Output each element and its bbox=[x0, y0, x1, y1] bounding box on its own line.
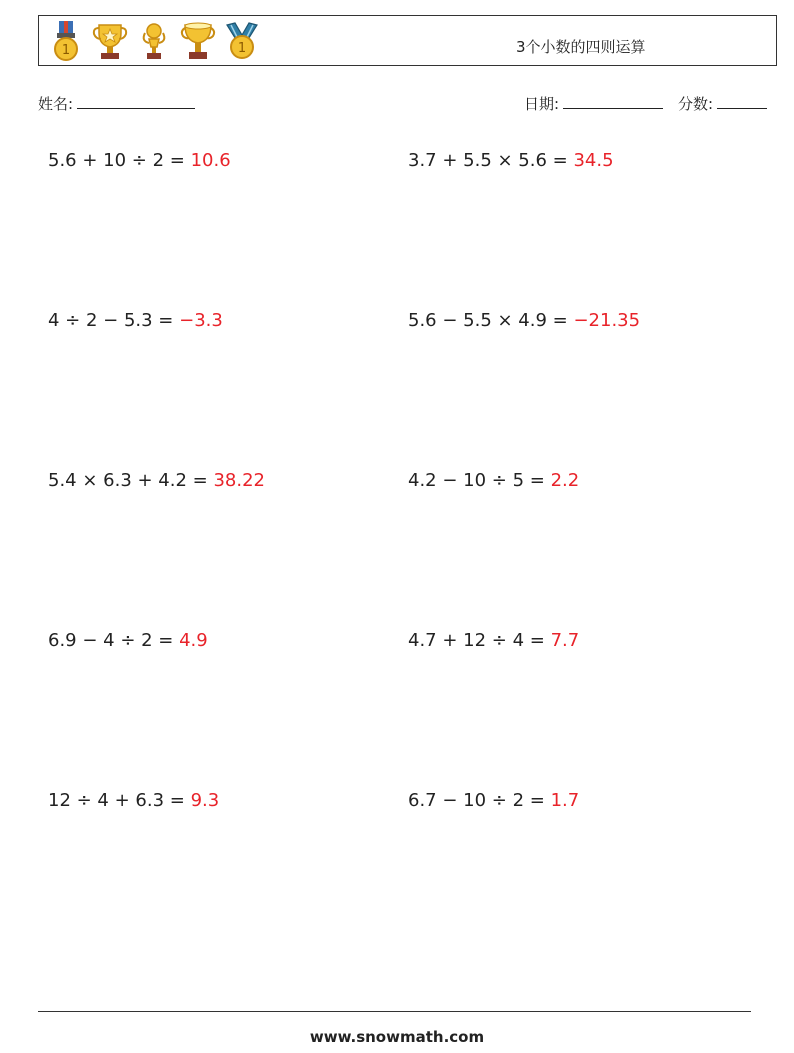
score-blank[interactable] bbox=[717, 96, 767, 109]
name-label: 姓名: bbox=[38, 95, 74, 113]
problem-answer: 34.5 bbox=[573, 150, 614, 171]
problem-expression: 4.7 + 12 ÷ 4 = bbox=[408, 630, 551, 651]
date-label: 日期: bbox=[524, 95, 560, 113]
problem-answer: 7.7 bbox=[550, 630, 580, 651]
problem-answer: −21.35 bbox=[573, 310, 641, 331]
icon-strip bbox=[47, 19, 261, 63]
trophy-cup-icon bbox=[179, 19, 217, 63]
problem-4 bbox=[408, 310, 640, 331]
problem-expression: 6.9 − 4 ÷ 2 = bbox=[48, 630, 180, 651]
trophy-small-icon bbox=[135, 19, 173, 63]
problem-answer: 1.7 bbox=[550, 790, 580, 811]
problem-10 bbox=[408, 790, 579, 811]
score-field bbox=[678, 93, 767, 114]
problem-expression: 6.7 − 10 ÷ 2 = bbox=[408, 790, 551, 811]
problem-answer: 9.3 bbox=[190, 790, 220, 811]
problem-expression: 4.2 − 10 ÷ 5 = bbox=[408, 470, 551, 491]
worksheet-title: 3个小数的四则运算 bbox=[516, 38, 646, 56]
problem-answer: 2.2 bbox=[550, 470, 580, 491]
svg-text:1: 1 bbox=[61, 43, 71, 58]
problem-2 bbox=[408, 150, 614, 171]
problem-6 bbox=[408, 470, 579, 491]
header-box bbox=[38, 15, 777, 66]
problem-5 bbox=[48, 470, 265, 491]
problem-3 bbox=[48, 310, 223, 331]
problem-7 bbox=[48, 630, 208, 651]
name-blank[interactable] bbox=[77, 96, 195, 109]
score-label: 分数: bbox=[678, 95, 714, 113]
footer-url[interactable]: www.snowmath.com bbox=[309, 1028, 485, 1046]
problem-expression: 4 ÷ 2 − 5.3 = bbox=[48, 310, 180, 331]
name-field bbox=[38, 93, 195, 114]
footer-divider bbox=[38, 1011, 751, 1012]
problem-1 bbox=[48, 150, 231, 171]
problem-answer: 38.22 bbox=[213, 470, 265, 491]
problem-expression: 3.7 + 5.5 × 5.6 = bbox=[408, 150, 574, 171]
problem-answer: 4.9 bbox=[179, 630, 208, 651]
problem-expression: 5.6 − 5.5 × 4.9 = bbox=[408, 310, 574, 331]
medal-icon bbox=[47, 19, 85, 63]
problem-8 bbox=[408, 630, 579, 651]
problem-answer: −3.3 bbox=[179, 310, 223, 331]
svg-text:1: 1 bbox=[237, 41, 247, 56]
problem-expression: 5.6 + 10 ÷ 2 = bbox=[48, 150, 191, 171]
problem-expression: 5.4 × 6.3 + 4.2 = bbox=[48, 470, 214, 491]
trophy-star-icon bbox=[91, 19, 129, 63]
ribbon-medal-icon bbox=[223, 19, 261, 63]
problem-answer: 10.6 bbox=[190, 150, 231, 171]
problem-expression: 12 ÷ 4 + 6.3 = bbox=[48, 790, 191, 811]
problem-9 bbox=[48, 790, 219, 811]
date-field bbox=[524, 93, 663, 114]
date-blank[interactable] bbox=[563, 96, 663, 109]
